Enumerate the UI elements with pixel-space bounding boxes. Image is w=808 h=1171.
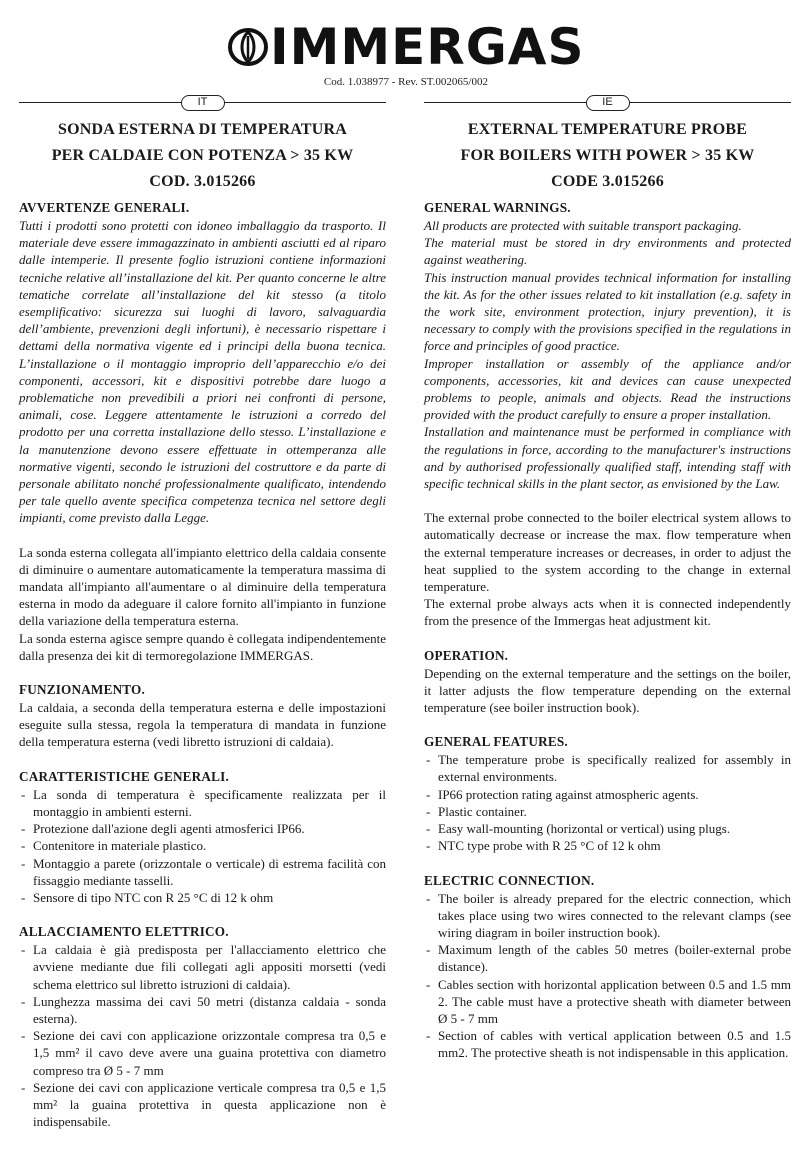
intro-paragraph: The external probe always acts when it is connected independently from the presence of the Immergas heat adjustment kit.: [424, 596, 791, 629]
list-item: - NTC type probe with R 25 °C of 12 k ohm: [424, 837, 791, 854]
operation-text: Depending on the external temperature and the settings on the boiler, it latter adjusts the flow temperature depending on the external temperature (see boiler instruction book).: [424, 665, 791, 716]
electric-list: [19, 941, 386, 1130]
warnings-text: Tutti i prodotti sono protetti con idoneo imballaggio da trasporto. Il materiale deve essere immagazzinato in ambienti asciutti ed al riparo dalle intemperie. Il presente foglio istruzioni contiene informazioni tecniche relative all’installazione del kit. Per quanto concerne le altre tematiche correlate all’installazione del kit stesso (a titolo esemplificativo: sicurezza sui luoghi di lavoro, salvaguardia dell’ambiente, prevenzioni degli infortuni), è necessario rispettare i dettami della normativa vigente ed i principi della buona tecnica. L’installazione o il montaggio improprio dell’apparecchio e/o dei componenti, accessori, kit e dispositivi potrebbe dare luogo a problematiche non prevedibili a priori nei confronti di persone, animali, cose. Leggere attentamente le istruzioni a corredo del prodotto per una corretta installazione dello stesso. L’installazione e la manutenzione devono essere effettuate in ottemperanza alle normative vigenti, secondo le istruzioni del costruttore e da parte di personale abilitato nonché professionalmente qualificato, intendendo per tale quello avente specifica competenza tecnica nel settore degli impianti, come previsto dalla Legge.: [19, 218, 386, 526]
list-item: - Contenitore in materiale plastico.: [19, 837, 386, 854]
intro-paragraph: La sonda esterna collegata all'impianto elettrico della caldaia consente di diminuire o aumentare automaticamente la temperatura massima di mandata all'impianto all'aumentare o al diminuire della temperatura esterna in modo da adeguare il calore fornito all'impianto in funzione della variazione della temperatura esterna.: [19, 544, 386, 629]
english-column: [424, 95, 791, 1062]
title-line-1: EXTERNAL TEMPERATURE PROBE: [467, 121, 748, 138]
section-heading-features: CARATTERISTICHE GENERALI.: [19, 768, 229, 784]
title-line-3: COD. 3.015266: [149, 173, 256, 190]
section-heading-warnings: AVVERTENZE GENERALI.: [19, 200, 190, 215]
operation-text: La caldaia, a seconda della temperatura esterna e delle impostazioni eseguite sulla stessa, regola la temperatura di mandata in funzione della temperatura esterna (vedi libretto istruzioni di caldaia).: [19, 700, 386, 750]
warnings-text: Installation and maintenance must be performed in compliance with the regulations in force, according to the manufacturer's instructions and by authorised professionally qualified staff, intending staff with specific technical skills in the plant sector, as envisioned by the Law.: [424, 424, 791, 492]
list-item: - La sonda di temperatura è specificamente realizzata per il montaggio in ambienti esterni.: [19, 786, 386, 820]
list-item: - The temperature probe is specifically realized for assembly in external environments.: [424, 751, 791, 785]
list-item: - Section of cables with vertical application between 0.5 and 1.5 mm2. The protective sheath is not indispensable in this application.: [424, 1027, 791, 1061]
language-tag-ie: IE: [586, 95, 630, 111]
title-line-3: CODE 3.015266: [551, 173, 664, 190]
section-heading-operation: FUNZIONAMENTO.: [19, 682, 146, 698]
title-line-2: FOR BOILERS WITH POWER > 35 KW: [460, 147, 755, 164]
section-heading-electric: ALLACCIAMENTO ELETTRICO.: [19, 924, 229, 940]
features-list: [424, 751, 791, 854]
list-item: - IP66 protection rating against atmospheric agents.: [424, 786, 791, 803]
list-item: - Maximum length of the cables 50 metres (boiler-external probe distance).: [424, 941, 791, 975]
title-line-2: PER CALDAIE CON POTENZA > 35 KW: [51, 147, 354, 164]
electric-list: [424, 890, 791, 1062]
italian-column: [19, 95, 386, 1130]
section-heading-warnings: GENERAL WARNINGS.: [424, 200, 571, 215]
intro-paragraph: The external probe connected to the boiler electrical system allows to automatically decrease or increase the max. flow temperature when the external temperature increases or decreases, in order to adjust the heat supplied to the system according to the change in external temperature.: [424, 510, 791, 595]
immergas-logo: [228, 18, 585, 76]
logo-flame-icon: [228, 26, 268, 66]
list-item: - La caldaia è già predisposta per l'allacciamento elettrico che avviene mediante due fili collegati agli appositi morsetti (vedi schema elettrico sul libretto istruzioni di caldaia).: [19, 941, 386, 993]
list-item: - Sezione dei cavi con applicazione orizzontale compresa tra 0,5 e 1,5 mm² il cavo deve avere una guaina protettiva con diametro compreso tra Ø 5 - 7 mm: [19, 1027, 386, 1079]
intro-paragraph: La sonda esterna agisce sempre quando è collegata indipendentemente dalla presenza dei kit di termoregolazione IMMERGAS.: [19, 630, 386, 663]
list-item: - The boiler is already prepared for the electric connection, which takes place using two wires connected to the relevant clamps (see wiring diagram in boiler instruction book).: [424, 890, 791, 942]
list-item: - Montaggio a parete (orizzontale o verticale) di estrema facilità con fissaggio mediante tasselli.: [19, 855, 386, 889]
title-block-it: [19, 117, 386, 195]
list-item: - Sensore di tipo NTC con R 25 °C di 12 k ohm: [19, 889, 386, 906]
warnings-text: The material must be stored in dry environments and protected against weathering.: [424, 235, 791, 268]
features-list: [19, 786, 386, 906]
document-code: Cod. 1.038977 - Rev. ST.002065/002: [323, 76, 488, 88]
list-item: - Easy wall-mounting (horizontal or vertical) using plugs.: [424, 820, 791, 837]
list-item: - Cables section with horizontal application between 0.5 and 1.5 mm 2. The cable must have a protective sheath with diameter between Ø 5 - 7 mm: [424, 976, 791, 1028]
language-tag-it: IT: [181, 95, 225, 111]
list-item: - Protezione dall'azione degli agenti atmosferici IP66.: [19, 820, 386, 837]
language-bar-ie: [424, 95, 791, 109]
warnings-text: This instruction manual provides technical information for installing the kit. As for the other issues related to kit installation (e.g. safety in the work site, environment protection, injury prevention), it is necessary to comply with the provisions specified in the regulations in force and principles of good practice.: [424, 269, 791, 354]
page-header: [0, 0, 808, 95]
list-item: - Lunghezza massima dei cavi 50 metri (distanza caldaia - sonda esterna).: [19, 993, 386, 1027]
section-heading-features: GENERAL FEATURES.: [424, 734, 568, 750]
section-heading-operation: OPERATION.: [424, 647, 509, 663]
warnings-text: All products are protected with suitable transport packaging.: [424, 218, 742, 233]
warnings-text: Improper installation or assembly of the appliance and/or components, accessories, kit and devices can cause unexpected problems to people, animals and objects. Read the instructions provided with the product carefully to ensure a proper installation.: [424, 355, 791, 423]
list-item: - Sezione dei cavi con applicazione verticale compresa tra 0,5 e 1,5 mm² la guaina protettiva in questa applicazione non è indispensabile.: [19, 1079, 386, 1131]
title-block-ie: [424, 117, 791, 195]
title-line-1: SONDA ESTERNA DI TEMPERATURA: [57, 121, 348, 138]
language-bar-it: [19, 95, 386, 109]
section-heading-electric: ELECTRIC CONNECTION.: [424, 872, 595, 888]
brand-name: IMMERGAS: [270, 18, 585, 76]
list-item: - Plastic container.: [424, 803, 791, 820]
